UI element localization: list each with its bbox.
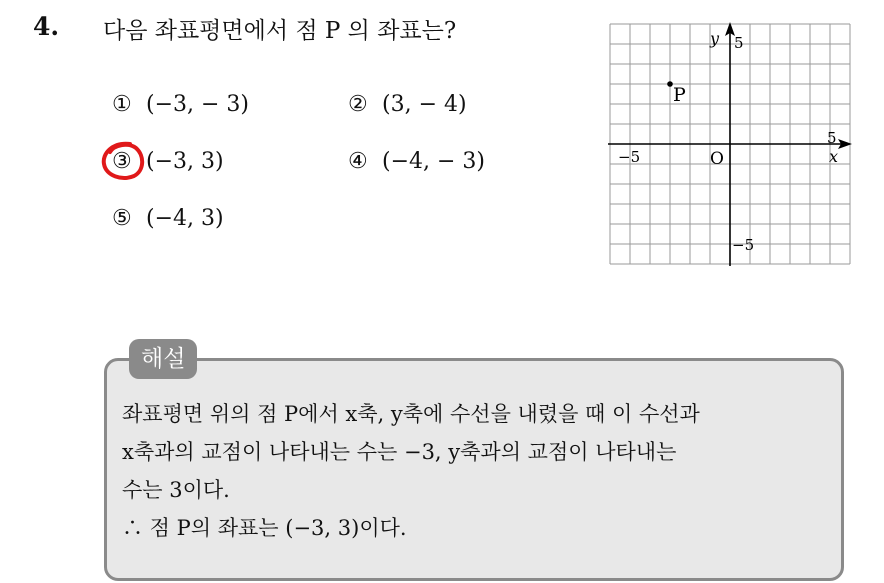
choice-2[interactable] — [348, 92, 467, 117]
choice-5-mark: ⑤ — [112, 206, 132, 231]
explanation-line-4: ∴ 점 P의 좌표는 (−3, 3)이다. — [122, 516, 407, 540]
y-tick-positive: 5 — [734, 34, 744, 52]
point-p-label: P — [673, 84, 686, 106]
choice-3-mark: ③ — [112, 149, 132, 174]
coordinate-plane — [608, 22, 852, 266]
point-p-marker — [667, 81, 673, 87]
origin-label: O — [710, 149, 724, 169]
question-number: 4. — [33, 12, 60, 41]
choice-1[interactable] — [112, 92, 249, 117]
question-text: 다음 좌표평면에서 점 P 의 좌표는? — [103, 18, 457, 44]
choice-1-value: (−3, − 3) — [146, 92, 250, 117]
choice-4-value: (−4, − 3) — [382, 149, 486, 174]
choice-5[interactable] — [112, 206, 224, 231]
choice-5-value: (−4, 3) — [146, 206, 224, 231]
explanation-line-1: 좌표평면 위의 점 P에서 x축, y축에 수선을 내렸을 때 이 수선과 — [122, 402, 700, 426]
explanation-tag: 해설 — [129, 339, 197, 379]
axes — [608, 22, 852, 266]
x-axis-label: x — [829, 147, 839, 166]
choice-4-mark: ④ — [348, 149, 368, 174]
choice-4[interactable] — [348, 149, 485, 174]
explanation-box — [104, 358, 844, 581]
y-axis-label: y — [710, 29, 720, 48]
x-tick-negative: −5 — [618, 148, 641, 166]
x-tick-positive: 5 — [827, 129, 837, 147]
choice-3[interactable] — [112, 149, 224, 174]
choice-2-value: (3, − 4) — [382, 92, 467, 117]
explanation-line-3: 수는 3이다. — [122, 478, 230, 502]
choice-2-mark: ② — [348, 92, 368, 117]
choice-1-mark: ① — [112, 92, 132, 117]
y-tick-negative: −5 — [732, 236, 755, 254]
choice-3-value: (−3, 3) — [146, 149, 224, 174]
explanation-line-2: x축과의 교점이 나타내는 수는 −3, y축과의 교점이 나타내는 — [122, 440, 677, 464]
